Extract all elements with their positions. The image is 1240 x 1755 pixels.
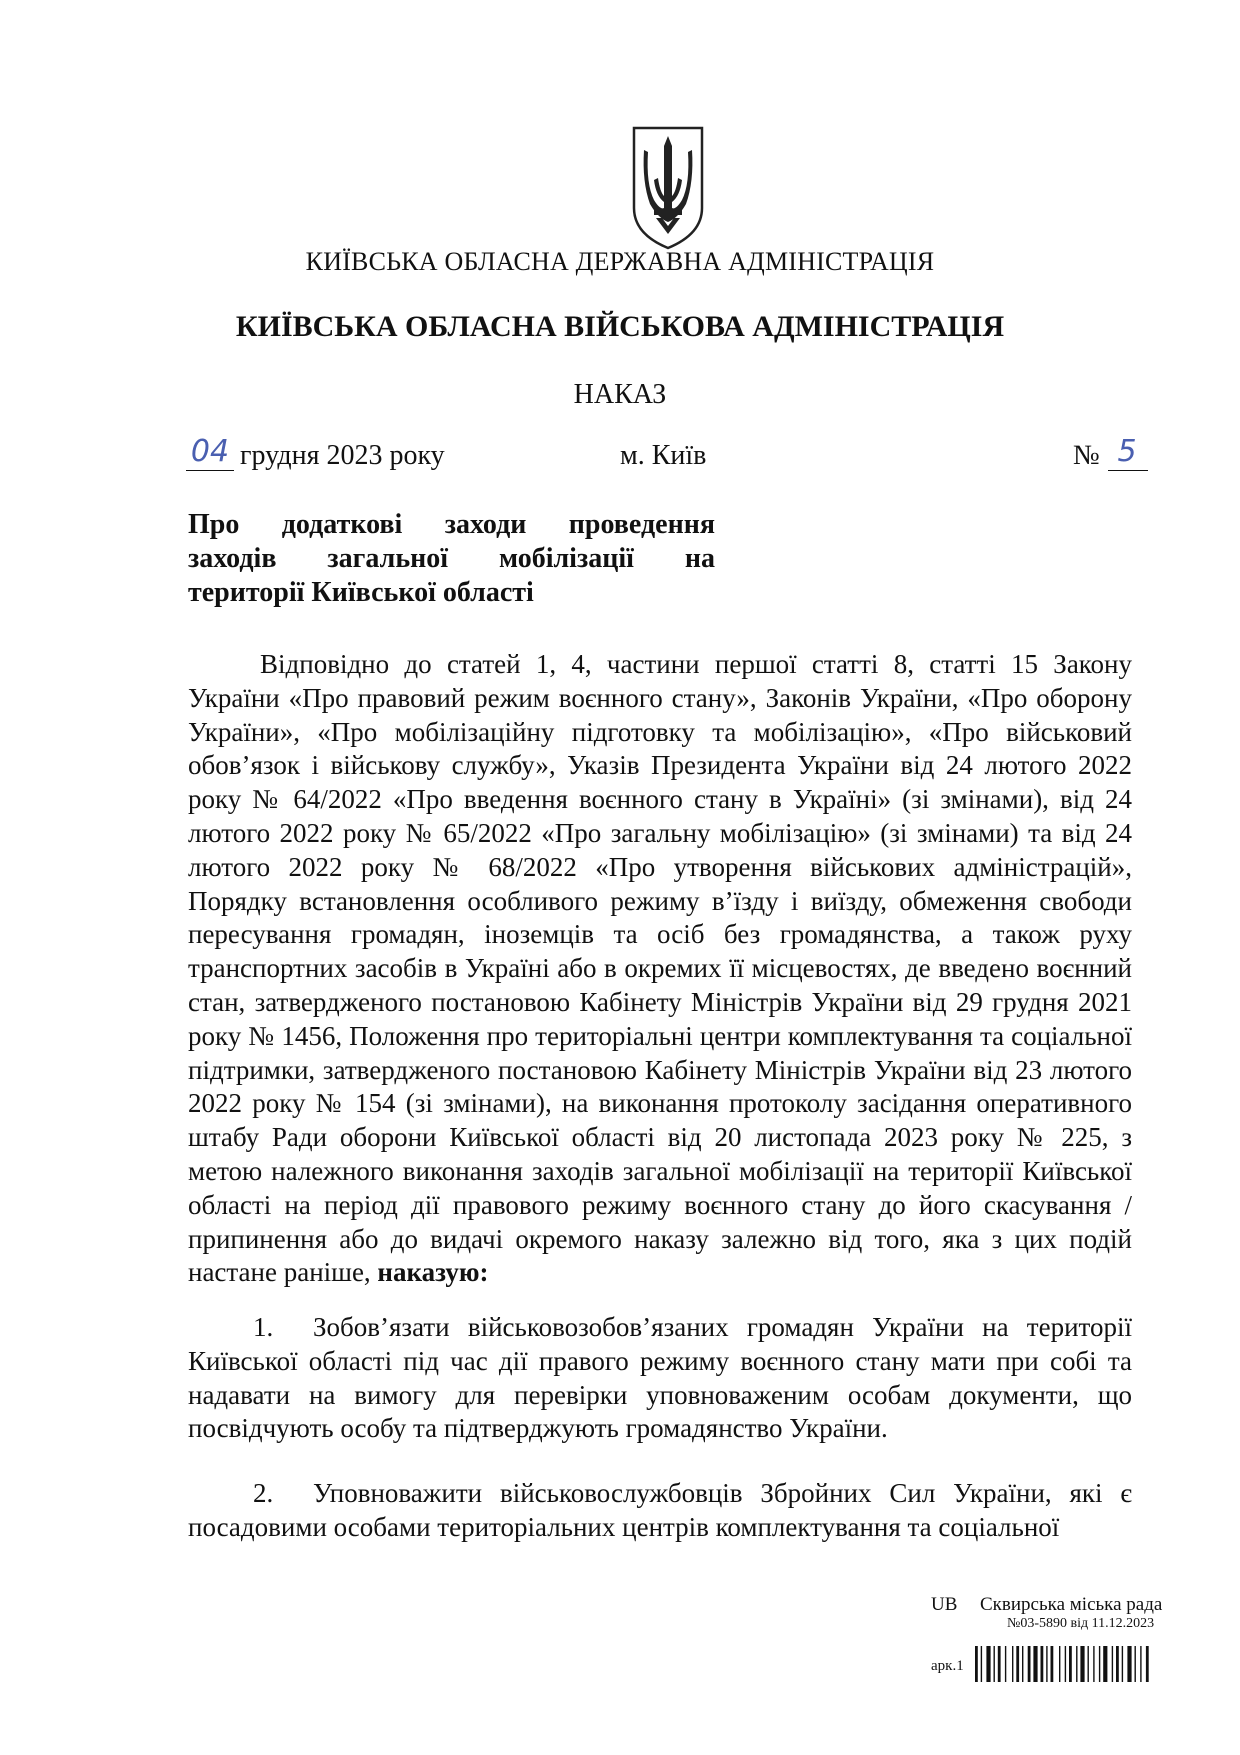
subject-line: Про додаткові заходи проведення	[188, 509, 715, 540]
date-text: грудня 2023 року	[240, 440, 445, 471]
handwritten-date-day: 04	[190, 434, 230, 469]
date-underline	[186, 470, 234, 471]
item-number: 2.	[253, 1478, 274, 1508]
subject-line: заходів загальної мобілізації на	[188, 543, 715, 574]
order-subject	[188, 508, 715, 610]
item-text: Уповноважити військовослужбовців Збройних Сил України, які є посадовими особами територіальних центрів комплектування та соціальної	[188, 1478, 1132, 1542]
stamp-code: UB	[931, 1594, 958, 1615]
city: м. Київ	[620, 440, 707, 471]
item-number: 1.	[253, 1312, 274, 1342]
stamp-registration-number: №03-5890 від 11.12.2023	[1007, 1616, 1155, 1631]
stamp-sheet: арк.1	[931, 1658, 964, 1674]
subject-line: території Київської області	[188, 577, 534, 608]
handwritten-order-number: 5	[1117, 434, 1137, 469]
stamp-organization: Сквирська міська рада	[980, 1594, 1163, 1615]
order-item	[188, 1477, 1132, 1545]
org-military-administration: КИЇВСЬКА ОБЛАСНА ВІЙСЬКОВА АДМІНІСТРАЦІЯ	[235, 310, 1005, 343]
preamble-paragraph	[188, 648, 1132, 1290]
org-state-administration: КИЇВСЬКА ОБЛАСНА ДЕРЖАВНА АДМІНІСТРАЦІЯ	[305, 247, 935, 276]
document-type: НАКАЗ	[573, 379, 667, 410]
order-number-label: №	[1073, 440, 1100, 471]
registration-stamp	[905, 1594, 1180, 1734]
number-underline	[1108, 470, 1148, 471]
barcode-icon	[975, 1646, 1175, 1682]
order-directive: наказую:	[377, 1257, 489, 1288]
date-row	[0, 434, 1240, 480]
trident-emblem-icon	[628, 122, 708, 252]
order-item	[188, 1311, 1132, 1446]
preamble-text: Відповідно до статей 1, 4, частини першої статті 8, статті 15 Закону України «Про правовий режим воєнного стану», Законів України, «Про оборону України», «Про мобілізаційну підготовку та мобілізацію», «Про військовий обов’язок і військову службу», Указів Президента України від 24 лютого 2022 року № 64/2022 «Про введення воєнного стану в Україні» (зі змінами), від 24 лютого 2022 року № 65/2022 «Про загальну мобілізацію» (зі змінами) та від 24 лютого 2022 року № 68/2022 «Про утворення військових адміністрацій», Порядку встановлення особливого режиму в’їзду і виїзду, обмеження свободи пересування громадян, іноземців та осіб без громадянства, а також руху транспортних засобів в Україні або в окремих її місцевостях, де введено воєнний стан, затвердженого постановою Кабінету Міністрів України від 29 грудня 2021 року № 1456, Положення про територіальні центри комплектування та соціальної підтримки, затвердженого постановою Кабінету Міністрів України від 23 лютого 2022 року № 154 (зі змінами), на виконання протоколу засідання оперативного штабу Ради оборони Київської області від 20 листопада 2023 року № 225, з метою належного виконання заходів загальної мобілізації на території Київської області на період дії правового режиму воєнного стану до його скасування / припинення або до видачі окремого наказу залежно від того, яка з цих подій настане раніше,	[188, 649, 1132, 1288]
item-text: Зобов’язати військовозобов’язаних громадян України на території Київської області під час дії правого режиму воєнного стану мати при собі та надавати на вимогу для перевірки уповноваженим особам документи, що посвідчують особу та підтверджують громадянство України.	[188, 1312, 1132, 1444]
